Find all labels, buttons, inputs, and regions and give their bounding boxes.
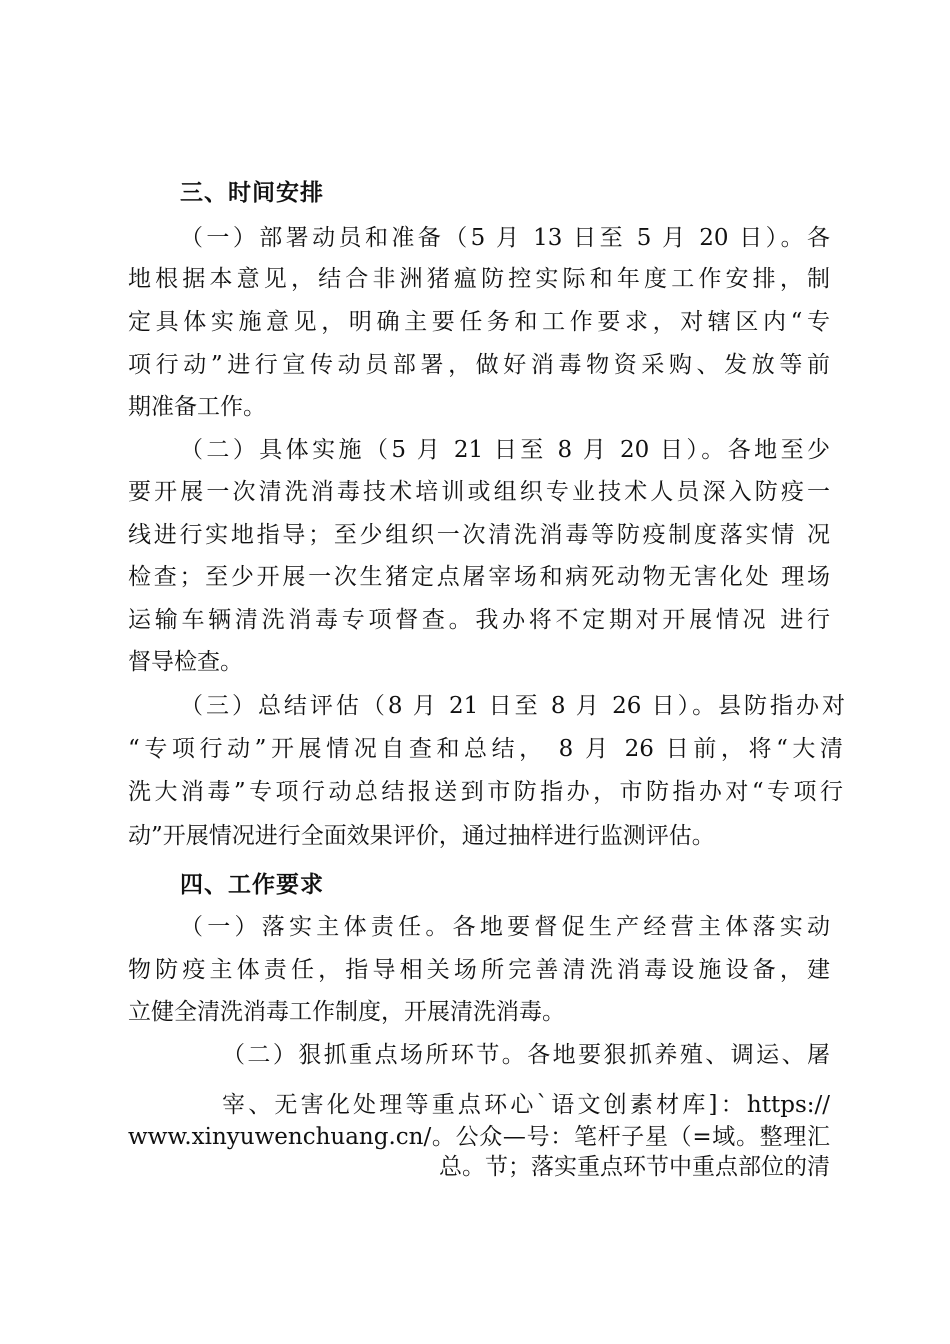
paragraph-line: 线进行实地指导；至少组织一次清洗消毒等防疫制度落实情 况 bbox=[128, 522, 830, 548]
paragraph-line: 期准备工作。 bbox=[128, 394, 266, 420]
paragraph-line: 立健全清洗消毒工作制度，开展清洗消毒。 bbox=[128, 999, 565, 1025]
paragraph-line: （一）落实主体责任。各地要督促生产经营主体落实动 bbox=[180, 914, 830, 940]
paragraph-line: 洗大消毒”专项行动总结报送到市防指办，市防指办对“专项行 bbox=[128, 779, 843, 805]
paragraph-line: “专项行动”开展情况自查和总结， 8 月 26 日前，将“大清 bbox=[128, 736, 843, 762]
section-heading-requirements: 四、工作要求 bbox=[180, 872, 324, 898]
paragraph-line: （三）总结评估（8 月 21 日至 8 月 26 日）。县防指办对 bbox=[180, 693, 845, 719]
paragraph-line: 项行动”进行宣传动员部署，做好消毒物资采购、发放等前 bbox=[128, 352, 830, 378]
paragraph-line: （二）具体实施（5 月 21 日至 8 月 20 日）。各地至少 bbox=[180, 437, 830, 463]
paragraph-line: 检查；至少开展一次生猪定点屠宰场和病死动物无害化处 理场 bbox=[128, 564, 830, 590]
paragraph-line: 宰、无害化处理等重点环心`语文创素材库]：https:// bbox=[222, 1092, 830, 1118]
paragraph-line: 要开展一次清洗消毒技术培训或组织专业技术人员深入防疫一 bbox=[128, 479, 830, 505]
paragraph-line: 运输车辆清洗消毒专项督查。我办将不定期对开展情况 进行 bbox=[128, 607, 830, 633]
paragraph-line: 物防疫主体责任，指导相关场所完善清洗消毒设施设备，建 bbox=[128, 957, 830, 983]
paragraph-line: 总。节；落实重点环节中重点部位的清 bbox=[439, 1154, 830, 1180]
paragraph-line: 督导检查。 bbox=[128, 649, 243, 675]
paragraph-line: 地根据本意见，结合非洲猪瘟防控实际和年度工作安排，制 bbox=[128, 266, 830, 292]
section-heading-schedule: 三、时间安排 bbox=[180, 180, 324, 206]
paragraph-line: （二）狠抓重点场所环节。各地要狠抓养殖、调运、屠 bbox=[222, 1042, 830, 1068]
paragraph-line: www.xinyuwenchuang.cn/。公众—号：笔杆子星（=域。整理汇 bbox=[128, 1124, 830, 1150]
paragraph-line: 动”开展情况进行全面效果评价，通过抽样进行监测评估。 bbox=[128, 823, 715, 849]
paragraph-line: （一）部署动员和准备（5 月 13 日至 5 月 20 日）。各 bbox=[180, 225, 830, 251]
paragraph-line: 定具体实施意见，明确主要任务和工作要求，对辖区内“专 bbox=[128, 309, 830, 335]
